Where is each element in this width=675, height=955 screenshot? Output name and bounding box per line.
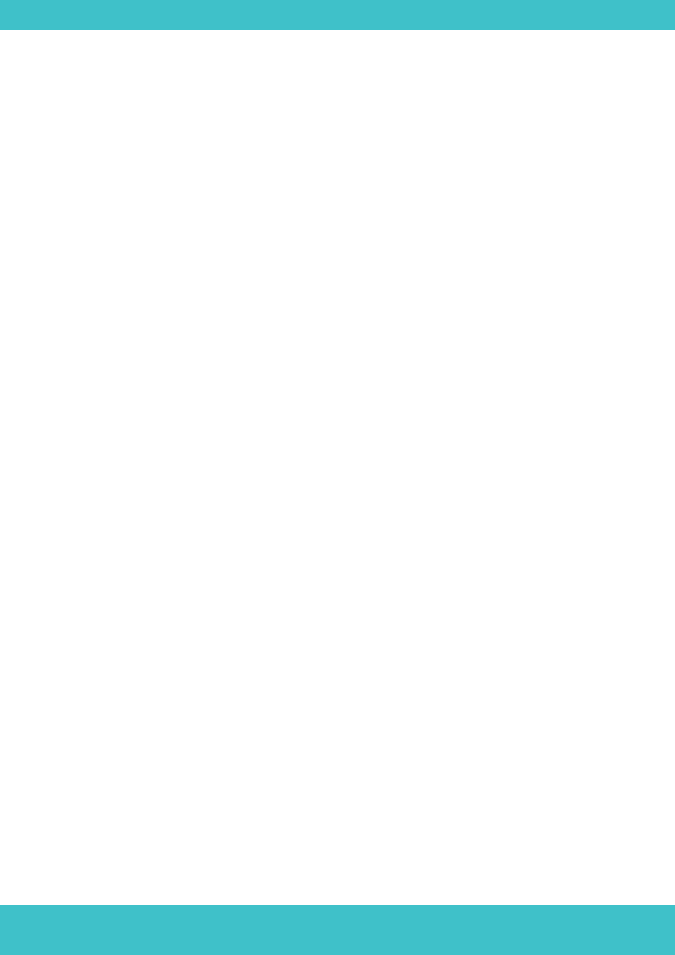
top-decorative-band <box>0 0 675 30</box>
bottom-decorative-band <box>0 905 675 955</box>
bottom-band-fill <box>0 905 675 955</box>
top-band-fill <box>0 0 675 30</box>
